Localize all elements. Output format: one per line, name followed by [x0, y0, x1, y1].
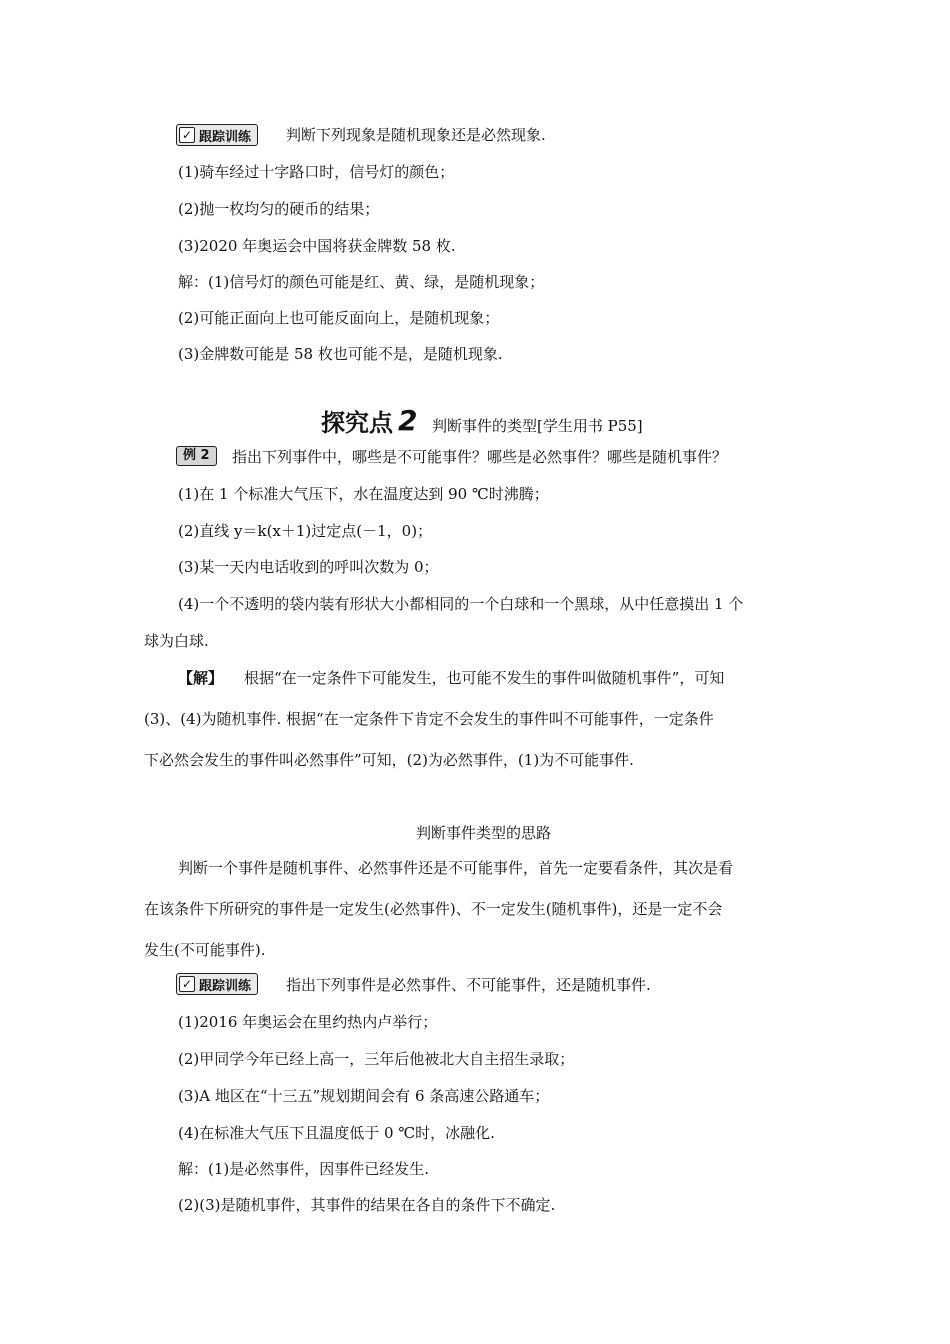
example-badge: 例 2	[176, 446, 217, 466]
solution-label: 【解】	[178, 669, 224, 687]
check-icon: ✓	[179, 976, 195, 992]
follow-up-training-badge: ✓ 跟踪训练	[176, 124, 258, 146]
solution-line-2: (3)、(4)为随机事件. 根据“在一定条件下肯定不会发生的事件叫不可能事件，一定条件	[144, 710, 714, 728]
section-number: 2	[398, 404, 418, 437]
block1-solution-1: 解：(1)信号灯的颜色可能是红、黄、绿，是随机现象；	[178, 273, 545, 291]
method-title: 判断事件类型的思路	[416, 824, 552, 842]
section-title: 探究点	[321, 409, 393, 437]
block1-solution-2: (2)可能正面向上也可能反面向上，是随机现象；	[178, 309, 500, 327]
block2-prompt: 指出下列事件是必然事件、不可能事件，还是随机事件.	[286, 976, 651, 994]
block1-item-2: (2)抛一枚均匀的硬币的结果；	[178, 200, 380, 218]
example-item-3: (3)某一天内电话收到的呼叫次数为 0；	[178, 558, 439, 576]
method-line-1: 判断一个事件是随机事件、必然事件还是不可能事件，首先一定要看条件，其次是看	[178, 859, 734, 877]
block1-prompt: 判断下列现象是随机现象还是必然现象.	[286, 126, 546, 144]
example-item-4: (4)一个不透明的袋内装有形状大小都相同的一个白球和一个黑球，从中任意摸出 1 个	[178, 595, 744, 613]
block1-item-3: (3)2020 年奥运会中国将获金牌数 58 枚.	[178, 237, 456, 255]
example-item-4-cont: 球为白球.	[144, 632, 209, 650]
block2-item-2: (2)甲同学今年已经上高一，三年后他被北大自主招生录取；	[178, 1050, 575, 1068]
follow-up-training-badge-2: ✓ 跟踪训练	[176, 973, 258, 995]
example-item-2: (2)直线 y＝k(x＋1)过定点(－1，0)；	[178, 522, 433, 540]
check-icon: ✓	[179, 127, 195, 143]
block1-solution-3: (3)金牌数可能是 58 枚也可能不是，是随机现象.	[178, 345, 503, 363]
example-item-1: (1)在 1 个标准大气压下，水在温度达到 90 ℃时沸腾；	[178, 485, 549, 503]
example-prompt: 指出下列事件中，哪些是不可能事件？哪些是必然事件？哪些是随机事件？	[232, 448, 728, 466]
block2-item-1: (1)2016 年奥运会在里约热内卢举行；	[178, 1013, 438, 1031]
block2-item-4: (4)在标准大气压下且温度低于 0 ℃时，冰融化.	[178, 1124, 495, 1142]
solution-line-3: 下必然会发生的事件叫必然事件”可知，(2)为必然事件，(1)为不可能事件.	[144, 751, 634, 769]
method-line-2: 在该条件下所研究的事件是一定发生(必然事件)、不一定发生(随机事件)，还是一定不会	[144, 900, 723, 918]
section-subtitle: 判断事件的类型[学生用书 P55]	[432, 417, 643, 435]
solution-line-1: 根据“在一定条件下可能发生，也可能不发生的事件叫做随机事件”，可知	[244, 669, 725, 687]
block2-solution-1: 解：(1)是必然事件，因事件已经发生.	[178, 1160, 430, 1178]
block2-item-3: (3)A 地区在“十三五”规划期间会有 6 条高速公路通车；	[178, 1087, 550, 1105]
method-line-3: 发生(不可能事件).	[144, 941, 266, 959]
block1-item-1: (1)骑车经过十字路口时，信号灯的颜色；	[178, 163, 455, 181]
block2-solution-2: (2)(3)是随机事件，其事件的结果在各自的条件下不确定.	[178, 1196, 556, 1214]
